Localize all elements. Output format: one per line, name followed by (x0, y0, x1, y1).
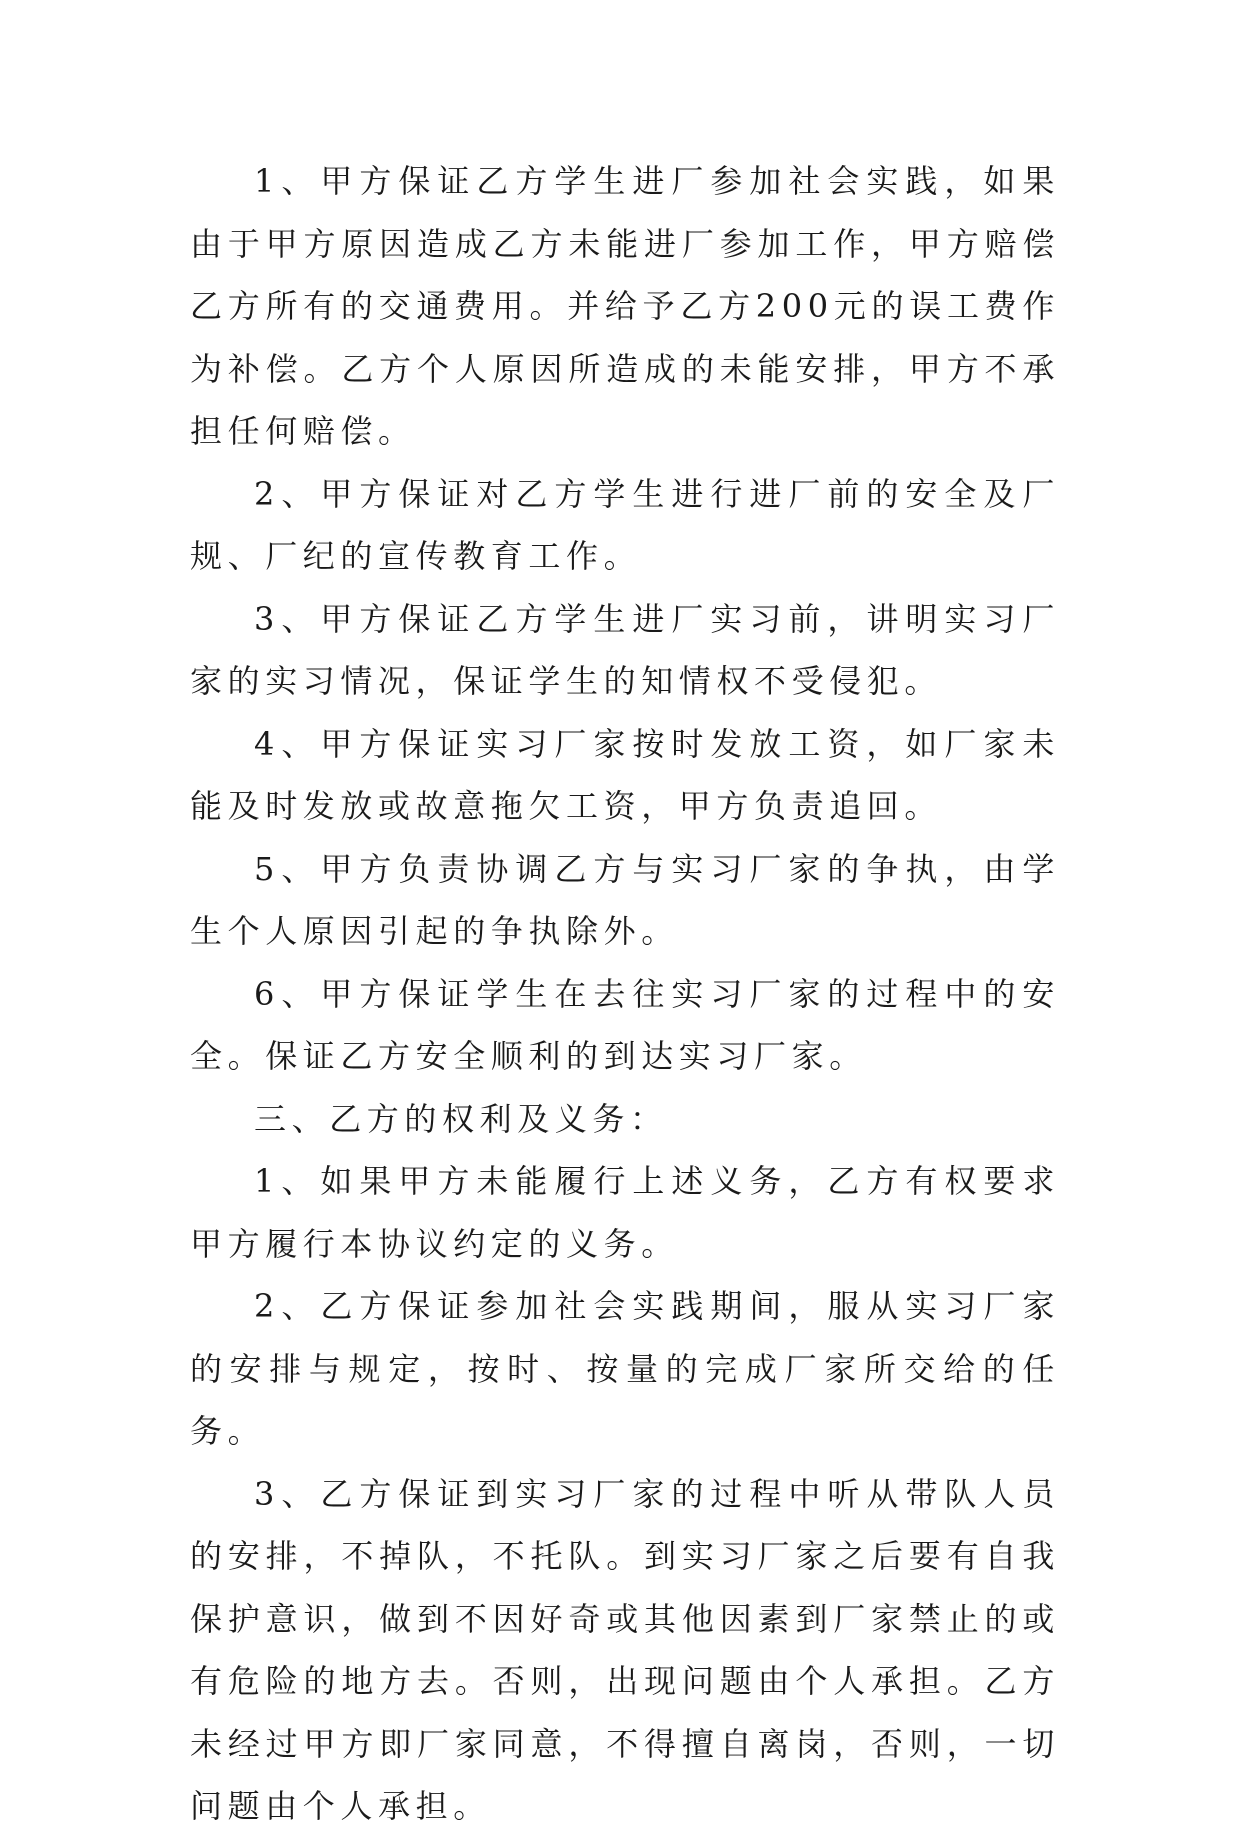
clause-party-a-5: 5、甲方负责协调乙方与实习厂家的争执，由学生个人原因引起的争执除外。 (190, 849, 1060, 950)
document-body (190, 150, 1060, 1838)
clause-party-a-2: 2、甲方保证对乙方学生进行进厂前的安全及厂规、厂纪的宣传教育工作。 (190, 474, 1060, 575)
clause-party-a-4: 4、甲方保证实习厂家按时发放工资，如厂家未能及时发放或故意拖欠工资，甲方负责追回。 (190, 724, 1060, 825)
clause-party-a-1: 1、甲方保证乙方学生进厂参加社会实践，如果由于甲方原因造成乙方未能进厂参加工作，甲方赔偿乙方所有的交通费用。并给予乙方200元的误工费作为补偿。乙方个人原因所造成的未能安排，甲方不承担任何赔偿。 (190, 162, 1060, 450)
clause-party-b-2: 2、乙方保证参加社会实践期间，服从实习厂家的安排与规定，按时、按量的完成厂家所交给的任务。 (190, 1287, 1060, 1450)
clause-party-a-6: 6、甲方保证学生在去往实习厂家的过程中的安全。保证乙方安全顺利的到达实习厂家。 (190, 974, 1060, 1075)
clause-party-b-1: 1、如果甲方未能履行上述义务，乙方有权要求甲方履行本协议约定的义务。 (190, 1162, 1060, 1263)
clause-party-a-3: 3、甲方保证乙方学生进厂实习前，讲明实习厂家的实习情况，保证学生的知情权不受侵犯。 (190, 599, 1060, 700)
section-heading-party-b: 三、乙方的权利及义务： (254, 1099, 668, 1138)
clause-party-b-3: 3、乙方保证到实习厂家的过程中听从带队人员的安排，不掉队，不托队。到实习厂家之后要有自我保护意识，做到不因好奇或其他因素到厂家禁止的或有危险的地方去。否则，出现问题由个人承担。乙方未经过甲方即厂家同意，不得擅自离岗，否则，一切问题由个人承担。 (190, 1474, 1060, 1825)
